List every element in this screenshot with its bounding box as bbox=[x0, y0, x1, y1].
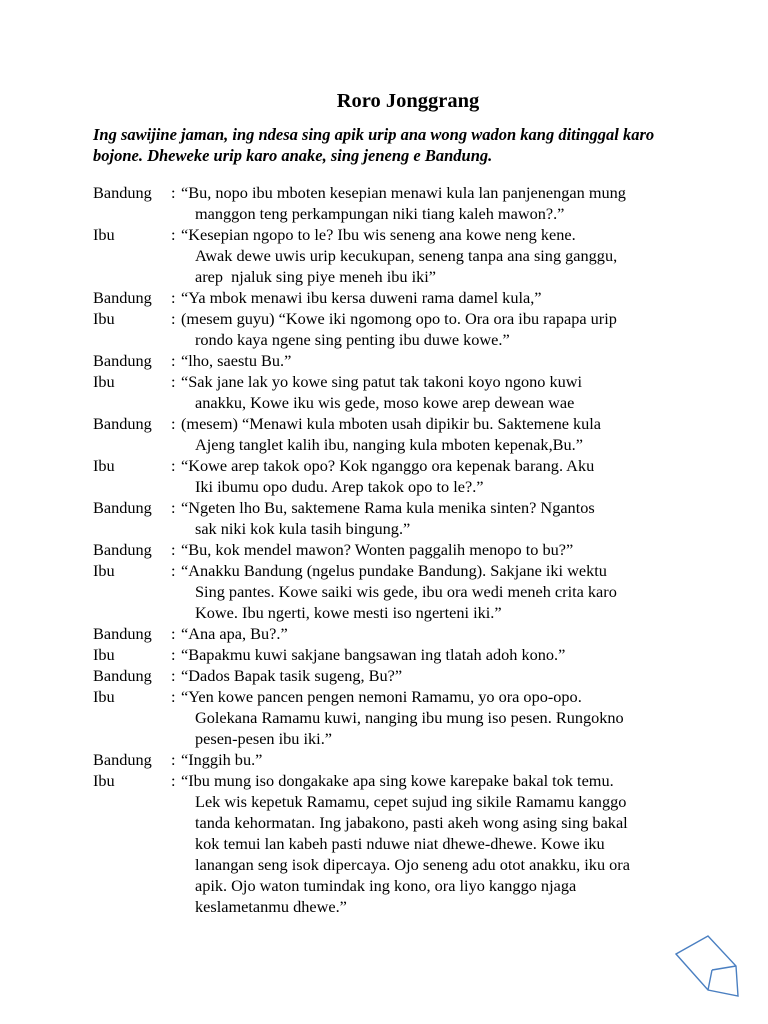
dialogue-text-line: (mesem guyu) “Kowe iki ngomong opo to. Ora ora ibu rapapa urip bbox=[181, 309, 617, 328]
dialogue-line bbox=[93, 350, 693, 371]
dialogue-text-line: pesen-pesen ibu iki.” bbox=[195, 729, 332, 748]
speaker-colon: : bbox=[171, 309, 176, 328]
dialogue-text-line: “Ngeten lho Bu, saktemene Rama kula menika sinten? Ngantos bbox=[181, 498, 595, 517]
dialogue-line bbox=[93, 224, 693, 287]
speaker-colon: : bbox=[171, 771, 176, 790]
dialogue-text-line: “Sak jane lak yo kowe sing patut tak takoni koyo ngono kuwi bbox=[181, 372, 583, 391]
intro-paragraph: Ing sawijine jaman, ing ndesa sing apik urip ana wong wadon kang ditinggal karo bojone. Dheweke urip karo anake, sing jeneng e Bandung. bbox=[93, 125, 655, 165]
dialogue-line bbox=[93, 749, 693, 770]
dialogue-text bbox=[181, 644, 693, 665]
speaker-colon: : bbox=[171, 456, 176, 475]
dialogue-line bbox=[93, 665, 693, 686]
dialogue-line bbox=[93, 644, 693, 665]
speaker-colon: : bbox=[171, 540, 176, 559]
dialogue-text-line: Ajeng tanglet kalih ibu, nanging kula mboten kepenak,Bu.” bbox=[195, 435, 583, 454]
dialogue-text bbox=[181, 182, 693, 224]
speaker-name: Bandung bbox=[93, 351, 152, 370]
dialogue-line bbox=[93, 455, 693, 497]
dialogue-text bbox=[181, 749, 693, 770]
dialogue-text-line: “Kesepian ngopo to le? Ibu wis seneng ana kowe neng kene. bbox=[181, 225, 576, 244]
speaker-name: Ibu bbox=[93, 771, 115, 790]
speaker-colon: : bbox=[171, 183, 176, 202]
speaker-colon: : bbox=[171, 372, 176, 391]
speaker-name: Ibu bbox=[93, 225, 115, 244]
dialogue-text bbox=[181, 455, 693, 497]
speaker-name: Ibu bbox=[93, 456, 115, 475]
dialogue-text bbox=[181, 539, 693, 560]
dialogue-text-line: Sing pantes. Kowe saiki wis gede, ibu ora wedi meneh crita karo bbox=[195, 582, 617, 601]
dialogue-text bbox=[181, 308, 693, 350]
dialogue-text-line: (mesem) “Menawi kula mboten usah dipikir bu. Saktemene kula bbox=[181, 414, 602, 433]
dialogue-text-line: Iki ibumu opo dudu. Arep takok opo to le?.” bbox=[195, 477, 484, 496]
speaker-colon: : bbox=[171, 750, 176, 769]
dialogue-text bbox=[181, 770, 693, 917]
dialogue-line bbox=[93, 182, 693, 224]
dialogue-text bbox=[181, 287, 693, 308]
dialogue-text-line: Kowe. Ibu ngerti, kowe mesti iso ngerteni iki.” bbox=[195, 603, 502, 622]
speaker-colon: : bbox=[171, 414, 176, 433]
dialogue-text-line: “Ibu mung iso dongakake apa sing kowe karepake bakal tok temu. bbox=[181, 771, 614, 790]
speaker-name: Ibu bbox=[93, 561, 115, 580]
speaker-colon: : bbox=[171, 288, 176, 307]
dialogue-text bbox=[181, 350, 693, 371]
dialogue-text-line: “Anakku Bandung (ngelus pundake Bandung). Sakjane iki wektu bbox=[181, 561, 607, 580]
speaker-name: Ibu bbox=[93, 687, 115, 706]
dialogue-text-line: “Inggih bu.” bbox=[181, 750, 263, 769]
speaker-name: Bandung bbox=[93, 414, 152, 433]
dialogue-text-line: anakku, Kowe iku wis gede, moso kowe arep dewean wae bbox=[195, 393, 575, 412]
speaker-name: Ibu bbox=[93, 645, 115, 664]
dialogue-line bbox=[93, 371, 693, 413]
dialogue-line bbox=[93, 308, 693, 350]
dialogue-list bbox=[93, 182, 693, 917]
dialogue-text-line: “Bapakmu kuwi sakjane bangsawan ing tlatah adoh kono.” bbox=[181, 645, 566, 664]
speaker-name: Ibu bbox=[93, 372, 115, 391]
dialogue-text bbox=[181, 623, 693, 644]
speaker-colon: : bbox=[171, 645, 176, 664]
dialogue-line bbox=[93, 539, 693, 560]
dialogue-text-line: Lek wis kepetuk Ramamu, cepet sujud ing sikile Ramamu kanggo bbox=[195, 792, 627, 811]
dialogue-line bbox=[93, 560, 693, 623]
dialogue-text-line: lanangan seng isok dipercaya. Ojo seneng adu otot anakku, iku ora bbox=[195, 855, 630, 874]
speaker-name: Bandung bbox=[93, 540, 152, 559]
dialogue-line bbox=[93, 413, 693, 455]
dialogue-line bbox=[93, 686, 693, 749]
speaker-name: Bandung bbox=[93, 666, 152, 685]
dialogue-text-line: “Ya mbok menawi ibu kersa duweni rama damel kula,” bbox=[181, 288, 542, 307]
dialogue-text bbox=[181, 224, 693, 287]
dialogue-text-line: “Yen kowe pancen pengen nemoni Ramamu, yo ora opo-opo. bbox=[181, 687, 582, 706]
dialogue-text-line: kok temui lan kabeh pasti nduwe niat dhewe-dhewe. Kowe iku bbox=[195, 834, 605, 853]
dialogue-text-line: rondo kaya ngene sing penting ibu duwe kowe.” bbox=[195, 330, 510, 349]
speaker-colon: : bbox=[171, 561, 176, 580]
speaker-colon: : bbox=[171, 687, 176, 706]
speaker-name: Ibu bbox=[93, 309, 115, 328]
speaker-name: Bandung bbox=[93, 624, 152, 643]
speaker-colon: : bbox=[171, 351, 176, 370]
dialogue-text-line: “Ana apa, Bu?.” bbox=[181, 624, 288, 643]
dialogue-line bbox=[93, 287, 693, 308]
dialogue-text bbox=[181, 686, 693, 749]
dialogue-text-line: “Kowe arep takok opo? Kok nganggo ora kepenak barang. Aku bbox=[181, 456, 595, 475]
document-title: Roro Jonggrang bbox=[336, 90, 480, 112]
dialogue-text bbox=[181, 665, 693, 686]
pencil-outline-icon bbox=[670, 934, 742, 1000]
dialogue-text-line: “Bu, nopo ibu mboten kesepian menawi kula lan panjenengan mung bbox=[181, 183, 626, 202]
dialogue-line bbox=[93, 623, 693, 644]
dialogue-text-line: “Bu, kok mendel mawon? Wonten paggalih menopo to bu?” bbox=[181, 540, 574, 559]
dialogue-line bbox=[93, 497, 693, 539]
dialogue-text-line: sak niki kok kula tasih bingung.” bbox=[195, 519, 411, 538]
dialogue-text-line: apik. Ojo waton tumindak ing kono, ora liyo kanggo njaga bbox=[195, 876, 577, 895]
dialogue-text-line: Awak dewe uwis urip kecukupan, seneng tanpa ana sing ganggu, bbox=[195, 246, 618, 265]
dialogue-text-line: tanda kehormatan. Ing jabakono, pasti akeh wong asing sing bakal bbox=[195, 813, 628, 832]
dialogue-text-line: Golekana Ramamu kuwi, nanging ibu mung iso pesen. Rungokno bbox=[195, 708, 624, 727]
dialogue-text-line: manggon teng perkampungan niki tiang kaleh mawon?.” bbox=[195, 204, 565, 223]
dialogue-text-line: keslametanmu dhewe.” bbox=[195, 897, 347, 916]
dialogue-text bbox=[181, 371, 693, 413]
dialogue-text bbox=[181, 560, 693, 623]
speaker-colon: : bbox=[171, 498, 176, 517]
speaker-colon: : bbox=[171, 225, 176, 244]
speaker-name: Bandung bbox=[93, 183, 152, 202]
dialogue-line bbox=[93, 770, 693, 917]
dialogue-text bbox=[181, 497, 693, 539]
dialogue-text-line: “Dados Bapak tasik sugeng, Bu?” bbox=[181, 666, 403, 685]
speaker-name: Bandung bbox=[93, 750, 152, 769]
speaker-name: Bandung bbox=[93, 498, 152, 517]
dialogue-text-line: “lho, saestu Bu.” bbox=[181, 351, 292, 370]
speaker-name: Bandung bbox=[93, 288, 152, 307]
speaker-colon: : bbox=[171, 666, 176, 685]
speaker-colon: : bbox=[171, 624, 176, 643]
dialogue-text bbox=[181, 413, 693, 455]
dialogue-text-line: arep njaluk sing piye meneh ibu iki” bbox=[195, 267, 436, 286]
